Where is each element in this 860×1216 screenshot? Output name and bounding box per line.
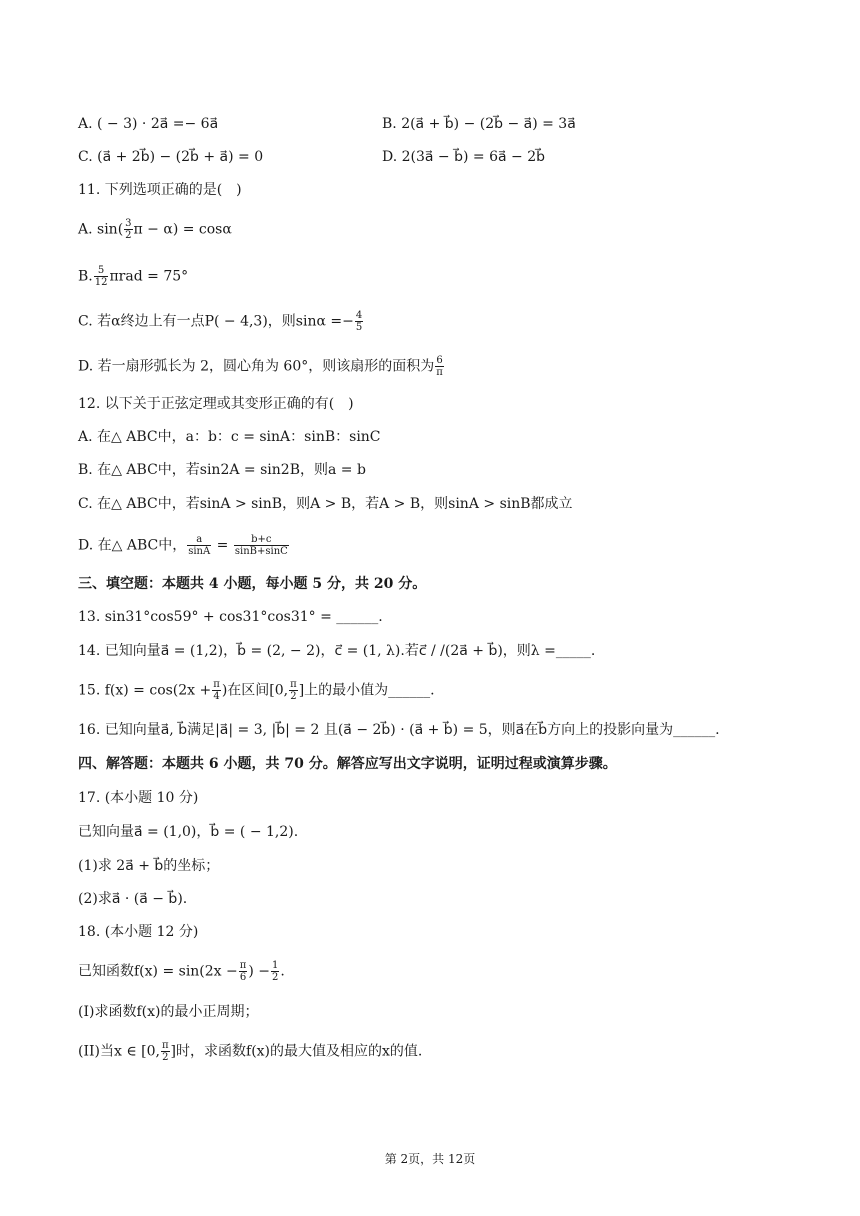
q17-part2: (2)求a⃗ · (a⃗ − b⃗). — [78, 891, 188, 907]
q11-stem: 11. 下列选项正确的是( ) — [78, 182, 242, 198]
fraction — [124, 218, 132, 241]
numerator: 4 — [355, 310, 363, 321]
fraction — [435, 355, 444, 378]
q18-given-pre: 已知函数f(x) = sin(2x − — [78, 963, 238, 980]
q16: 16. 已知向量a⃗, b⃗满足|a⃗| = 3, |b⃗| = 2 且(a⃗ − 2b⃗) · (a⃗ + b⃗) = 5，则a⃗在b⃗方向上的投影向量为______. — [78, 722, 720, 738]
q11-a-pre: A. sin( — [78, 221, 124, 238]
q10-option-b: B. 2(a⃗ + b⃗) − (2b⃗ − a⃗) = 3a⃗ — [382, 116, 576, 132]
fraction — [289, 679, 298, 702]
numerator: 1 — [272, 960, 279, 971]
denominator: 12 — [94, 277, 108, 288]
numerator: b+c — [234, 534, 289, 546]
q11-b-pre: B. — [78, 268, 93, 285]
numerator: π — [213, 679, 220, 690]
q11-option-a — [78, 218, 232, 241]
q12-option-c: C. 在△ ABC中，若sinA > sinB，则A > B，若A > B，则sinA > sinB都成立 — [78, 496, 573, 512]
denominator: 2 — [125, 230, 132, 241]
q11-b-post: πrad = 75° — [109, 268, 189, 285]
q11-option-d — [78, 355, 445, 378]
fraction — [234, 534, 289, 557]
fraction — [94, 265, 109, 288]
q12-option-b: B. 在△ ABC中，若sin2A = sin2B，则a = b — [78, 462, 366, 478]
equals: = — [212, 537, 233, 554]
q12-d-pre: D. 在△ ABC中， — [78, 537, 187, 554]
numerator: a — [187, 534, 211, 546]
numerator: 6 — [436, 355, 443, 366]
q18-head: 18. (本小题 12 分) — [78, 924, 199, 940]
q10-option-d: D. 2(3a⃗ − b⃗) = 6a⃗ − 2b⃗ — [382, 149, 546, 165]
q18-part2 — [78, 1040, 422, 1063]
q11-d-pre: D. 若一扇形弧长为 2，圆心角为 60°，则该扇形的面积为 — [78, 358, 435, 375]
section-3-heading: 三、填空题：本题共 4 小题，每小题 5 分，共 20 分。 — [78, 576, 427, 592]
q15-mid: )在区间[0, — [221, 682, 289, 699]
q11-a-post: π − α) = cosα — [133, 221, 232, 238]
q18-given — [78, 960, 285, 983]
denominator: sinA — [188, 546, 211, 557]
numerator: π — [239, 960, 247, 971]
numerator: π — [290, 679, 297, 690]
page-footer: 第 2页，共 12页 — [384, 1152, 476, 1166]
fraction — [212, 679, 221, 702]
denominator: 2 — [290, 691, 297, 702]
numerator: 5 — [94, 265, 109, 277]
q11-c-pre: C. 若α终边上有一点P( − 4,3)，则sinα =− — [78, 313, 354, 330]
fraction — [271, 960, 279, 983]
denominator: π — [436, 367, 443, 378]
section-4-heading: 四、解答题：本题共 6 小题，共 70 分。解答应写出文字说明，证明过程或演算步骤。 — [78, 756, 617, 772]
fraction — [187, 534, 211, 557]
numerator: π — [161, 1040, 169, 1051]
q18-given-post: . — [280, 963, 285, 980]
q17-part1: (1)求 2a⃗ + b⃗的坐标； — [78, 858, 220, 874]
q13: 13. sin31°cos59° + cos31°cos31° = ______. — [78, 609, 383, 625]
q15-pre: 15. f(x) = cos(2x + — [78, 682, 212, 699]
q11-option-b — [78, 265, 188, 288]
q11-option-c — [78, 310, 364, 333]
q15-post: ]上的最小值为______. — [298, 682, 435, 699]
denominator: sinB+sinC — [234, 546, 288, 557]
fraction — [239, 960, 248, 983]
q18-p2-pre: (II)当x ∈ [0, — [78, 1043, 160, 1060]
numerator: 3 — [125, 218, 132, 229]
q18-part1: (I)求函数f(x)的最小正周期； — [78, 1004, 259, 1020]
denominator: 2 — [162, 1052, 169, 1063]
q10-option-c: C. (a⃗ + 2b⃗) − (2b⃗ + a⃗) = 0 — [78, 149, 264, 165]
q14: 14. 已知向量a⃗ = (1,2)，b⃗ = (2, − 2)，c⃗ = (1, λ).若c⃗ / /(2a⃗ + b⃗)，则λ =_____. — [78, 643, 596, 659]
q18-p2-post: ]时，求函数f(x)的最大值及相应的x的值. — [170, 1043, 423, 1060]
q15 — [78, 679, 435, 702]
q12-option-d — [78, 534, 290, 557]
q17-given: 已知向量a⃗ = (1,0)，b⃗ = ( − 1,2). — [78, 824, 299, 840]
fraction — [161, 1040, 170, 1063]
denominator: 6 — [239, 972, 247, 983]
denominator: 4 — [213, 691, 220, 702]
q10-option-a: A. ( − 3) · 2a⃗ =− 6a⃗ — [78, 116, 219, 132]
denominator: 2 — [272, 972, 279, 983]
fraction — [355, 310, 363, 333]
q12-stem: 12. 以下关于正弦定理或其变形正确的有( ) — [78, 396, 354, 412]
q12-option-a: A. 在△ ABC中，a：b：c = sinA：sinB：sinC — [78, 429, 381, 445]
denominator: 5 — [355, 322, 363, 333]
q18-given-mid: ) − — [248, 963, 270, 980]
q17-head: 17. (本小题 10 分) — [78, 790, 199, 806]
